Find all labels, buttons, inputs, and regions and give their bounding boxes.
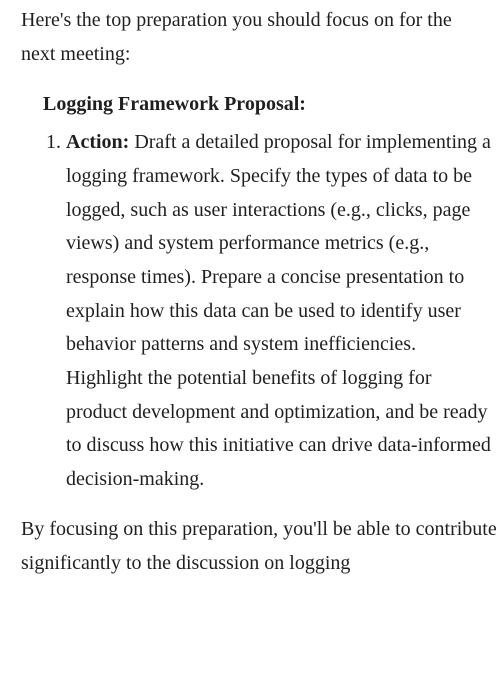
list-item (66, 126, 496, 497)
section-heading: Logging Framework Proposal: (43, 93, 306, 116)
action-list (43, 126, 496, 497)
preparation-section (21, 88, 499, 496)
action-text: Draft a detailed proposal for implementing a logging framework. Specify the types of data to be logged, such as user interactions (e.g., clicks, page views) and system performance metrics (e.g., response times). Prepare a concise presentation to explain how this data can be used to identify user behavior patterns and system inefficiencies. Highlight the potential benefits of logging for product development and optimization, and be ready to discuss how this initiative can drive data-informed decision-making. (66, 131, 491, 491)
outro-paragraph: By focusing on this preparation, you'll be able to contribute significantly to the discussion on logging (21, 517, 497, 574)
action-label: Action: (66, 131, 130, 154)
intro-paragraph: Here's the top preparation you should focus on for the next meeting: (21, 9, 452, 65)
